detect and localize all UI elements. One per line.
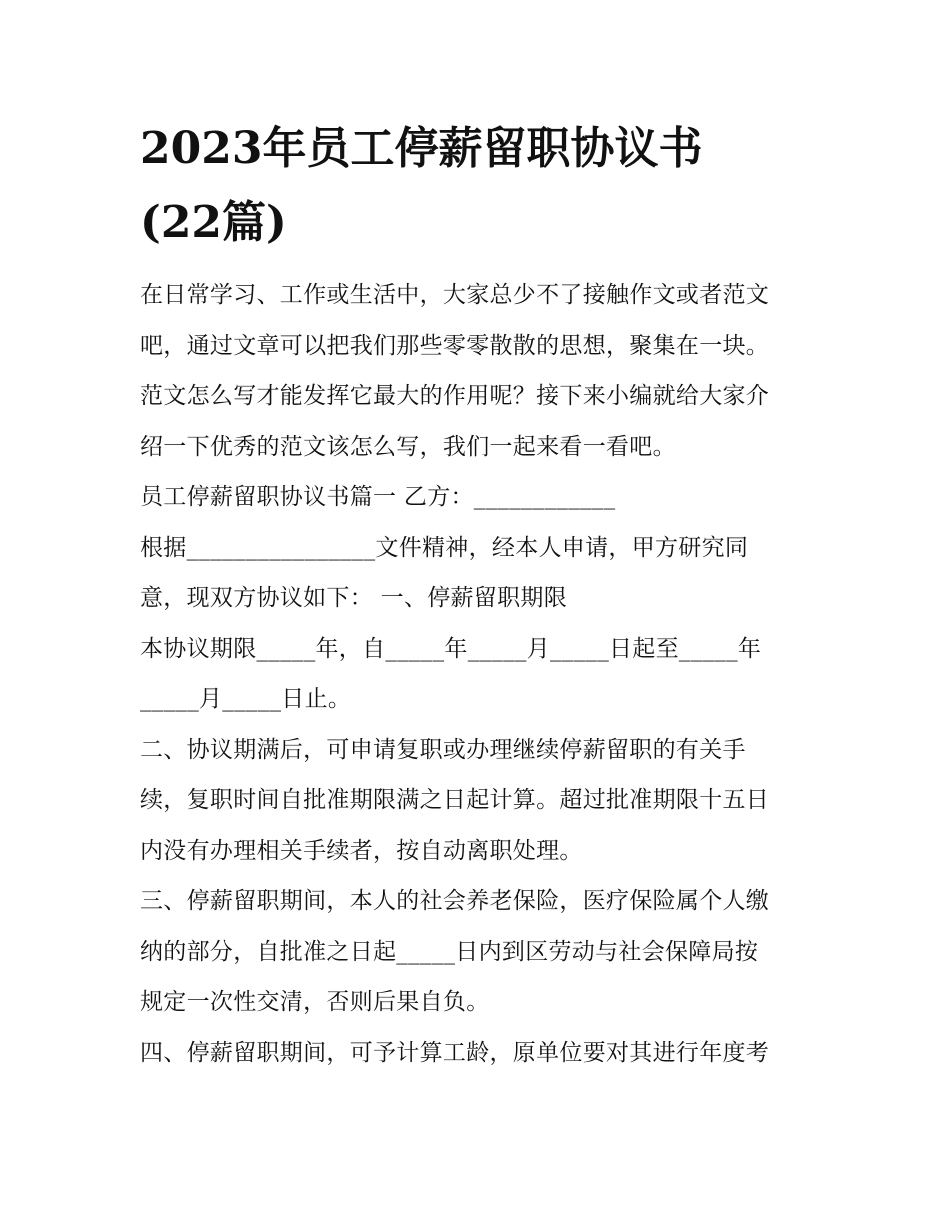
document-body xyxy=(140,112,820,1078)
text-line: 规定一次性交清，否则后果自负。 xyxy=(140,989,490,1015)
text-line: 意，现双方协议如下： 一、停薪留职期限 xyxy=(140,585,568,611)
text-line: 纳的部分，自批准之日起_____日内到区劳动与社会保障局按 xyxy=(140,938,759,965)
text-line: _____月_____日止。 xyxy=(140,686,352,712)
text-line: 绍一下优秀的范文该怎么写，我们一起来看一看吧。 xyxy=(140,433,676,460)
text-line: 二、协议期满后，可申请复职或办理继续停薪留职的有关手 xyxy=(140,736,746,763)
text-line: 内没有办理相关手续者，按自动离职处理。 xyxy=(140,837,583,864)
title-line: 2023年员工停薪留职协议书 xyxy=(140,123,703,174)
text-line: 四、停薪留职期间，可予计算工龄，原单位要对其进行年度考 xyxy=(140,1039,770,1066)
text-line: 根据________________文件精神，经本人申请，甲方研究同 xyxy=(140,534,749,561)
text-line: 在日常学习、工作或生活中，大家总少不了接触作文或者范文 xyxy=(140,282,770,308)
text-line: 三、停薪留职期间，本人的社会养老保险，医疗保险属个人缴 xyxy=(140,888,770,914)
text-line: 范文怎么写才能发挥它最大的作用呢？接下来小编就给大家介 xyxy=(140,383,770,409)
text-line: 本协议期限_____年，自_____年_____月_____日起至_____年 xyxy=(140,635,762,662)
text-line: 员工停薪留职协议书篇一 乙方：____________ xyxy=(140,484,616,510)
text-line: 续，复职时间自批准期限满之日起计算。超过批准期限十五日 xyxy=(140,787,770,813)
text-line: 吧，通过文章可以把我们那些零零散散的思想，聚集在一块。 xyxy=(140,332,770,359)
paragraph-block xyxy=(140,270,820,1078)
document-title xyxy=(140,112,820,260)
title-line: (22篇) xyxy=(140,197,287,248)
